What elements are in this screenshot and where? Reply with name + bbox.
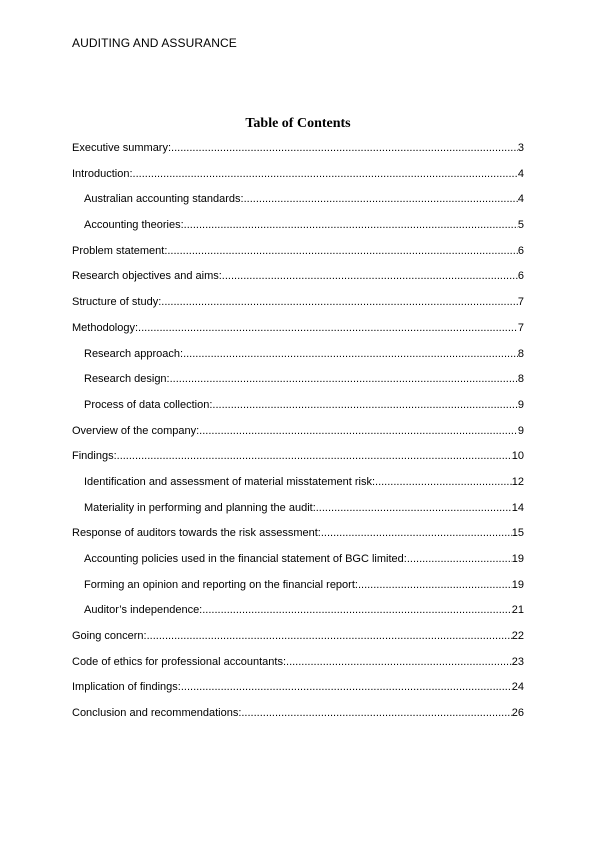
table-of-contents bbox=[72, 141, 524, 732]
toc-entry[interactable] bbox=[72, 269, 524, 295]
toc-entry-page-number: 4 bbox=[517, 193, 524, 206]
toc-entry-page-number: 26 bbox=[511, 707, 524, 720]
dot-leader bbox=[183, 347, 518, 361]
toc-entry-page-number: 21 bbox=[511, 604, 524, 617]
dot-leader bbox=[167, 244, 518, 258]
toc-entry-page-number: 22 bbox=[511, 630, 524, 643]
toc-entry-label: Auditor’s independence: bbox=[84, 604, 203, 617]
toc-entry[interactable] bbox=[72, 192, 524, 218]
toc-entry[interactable] bbox=[72, 347, 524, 373]
dot-leader bbox=[212, 398, 517, 412]
toc-entry[interactable] bbox=[72, 141, 524, 167]
toc-entry[interactable] bbox=[72, 629, 524, 655]
toc-entry-label: Response of auditors towards the risk assessment: bbox=[72, 527, 321, 540]
toc-entry[interactable] bbox=[72, 655, 524, 681]
toc-entry-page-number: 6 bbox=[517, 244, 524, 257]
dot-leader bbox=[358, 578, 512, 592]
toc-entry-label: Conclusion and recommendations: bbox=[72, 707, 242, 720]
dot-leader bbox=[222, 269, 518, 283]
toc-entry-page-number: 7 bbox=[517, 296, 524, 309]
dot-leader bbox=[244, 192, 518, 206]
toc-entry[interactable] bbox=[72, 218, 524, 244]
toc-entry-page-number: 12 bbox=[511, 475, 524, 488]
dot-leader bbox=[321, 526, 512, 540]
toc-entry-label: Methodology: bbox=[72, 321, 139, 334]
toc-entry-label: Research objectives and aims: bbox=[72, 270, 222, 283]
toc-entry-page-number: 10 bbox=[511, 450, 524, 463]
toc-entry[interactable] bbox=[72, 295, 524, 321]
toc-entry-page-number: 24 bbox=[511, 681, 524, 694]
toc-entry[interactable] bbox=[72, 680, 524, 706]
toc-entry-label: Materiality in performing and planning the audit: bbox=[84, 501, 316, 514]
toc-entry[interactable] bbox=[72, 578, 524, 604]
dot-leader bbox=[375, 475, 512, 489]
running-header: AUDITING AND ASSURANCE bbox=[72, 36, 237, 50]
toc-entry-page-number: 15 bbox=[511, 527, 524, 540]
toc-entry[interactable] bbox=[72, 424, 524, 450]
dot-leader bbox=[147, 629, 512, 643]
dot-leader bbox=[138, 321, 518, 335]
toc-entry[interactable] bbox=[72, 603, 524, 629]
toc-entry-page-number: 8 bbox=[517, 373, 524, 386]
toc-entry-label: Identification and assessment of material misstatement risk: bbox=[84, 475, 376, 488]
toc-entry[interactable] bbox=[72, 552, 524, 578]
toc-entry-page-number: 4 bbox=[517, 167, 524, 180]
dot-leader bbox=[161, 295, 518, 309]
toc-entry[interactable] bbox=[72, 372, 524, 398]
toc-entry-label: Research approach: bbox=[84, 347, 184, 360]
toc-entry-label: Research design: bbox=[84, 373, 170, 386]
toc-entry[interactable] bbox=[72, 167, 524, 193]
toc-entry[interactable] bbox=[72, 475, 524, 501]
toc-entry-page-number: 9 bbox=[517, 424, 524, 437]
toc-entry[interactable] bbox=[72, 501, 524, 527]
dot-leader bbox=[133, 167, 518, 181]
toc-entry-label: Findings: bbox=[72, 450, 117, 463]
toc-entry-label: Code of ethics for professional accountants: bbox=[72, 655, 287, 668]
dot-leader bbox=[171, 141, 518, 155]
toc-entry-page-number: 8 bbox=[517, 347, 524, 360]
toc-entry-page-number: 5 bbox=[517, 219, 524, 232]
toc-entry[interactable] bbox=[72, 526, 524, 552]
dot-leader bbox=[286, 655, 512, 669]
toc-entry-label: Introduction: bbox=[72, 167, 133, 180]
dot-leader bbox=[316, 501, 512, 515]
toc-entry[interactable] bbox=[72, 244, 524, 270]
toc-entry[interactable] bbox=[72, 449, 524, 475]
toc-entry-label: Executive summary: bbox=[72, 142, 172, 154]
dot-leader bbox=[407, 552, 512, 566]
toc-entry-label: Structure of study: bbox=[72, 296, 162, 309]
dot-leader bbox=[199, 424, 518, 438]
toc-entry-page-number: 19 bbox=[511, 578, 524, 591]
dot-leader bbox=[170, 372, 518, 386]
dot-leader bbox=[202, 603, 512, 617]
toc-entry-label: Accounting policies used in the financial statement of BGC limited: bbox=[84, 553, 407, 565]
toc-entry[interactable] bbox=[72, 398, 524, 424]
toc-title: Table of Contents bbox=[245, 116, 351, 131]
toc-entry-page-number: 19 bbox=[511, 553, 524, 565]
toc-entry-page-number: 6 bbox=[517, 270, 524, 283]
dot-leader bbox=[181, 680, 512, 694]
dot-leader bbox=[184, 218, 518, 232]
toc-entry-page-number: 23 bbox=[511, 655, 524, 668]
toc-entry-label: Australian accounting standards: bbox=[84, 193, 244, 206]
toc-entry-label: Implication of findings: bbox=[72, 681, 181, 694]
toc-entry[interactable] bbox=[72, 321, 524, 347]
toc-entry-page-number: 3 bbox=[517, 142, 524, 154]
toc-entry-label: Process of data collection: bbox=[84, 398, 213, 411]
toc-entry-page-number: 7 bbox=[517, 321, 524, 334]
toc-entry-label: Going concern: bbox=[72, 630, 147, 643]
dot-leader bbox=[241, 706, 511, 720]
toc-entry-label: Accounting theories: bbox=[84, 219, 184, 232]
toc-entry-label: Problem statement: bbox=[72, 244, 168, 257]
toc-entry-page-number: 9 bbox=[517, 398, 524, 411]
toc-entry-page-number: 14 bbox=[511, 501, 524, 514]
toc-entry[interactable] bbox=[72, 706, 524, 732]
dot-leader bbox=[117, 449, 512, 463]
toc-entry-label: Forming an opinion and reporting on the financial report: bbox=[84, 578, 358, 591]
toc-entry-label: Overview of the company: bbox=[72, 424, 200, 437]
